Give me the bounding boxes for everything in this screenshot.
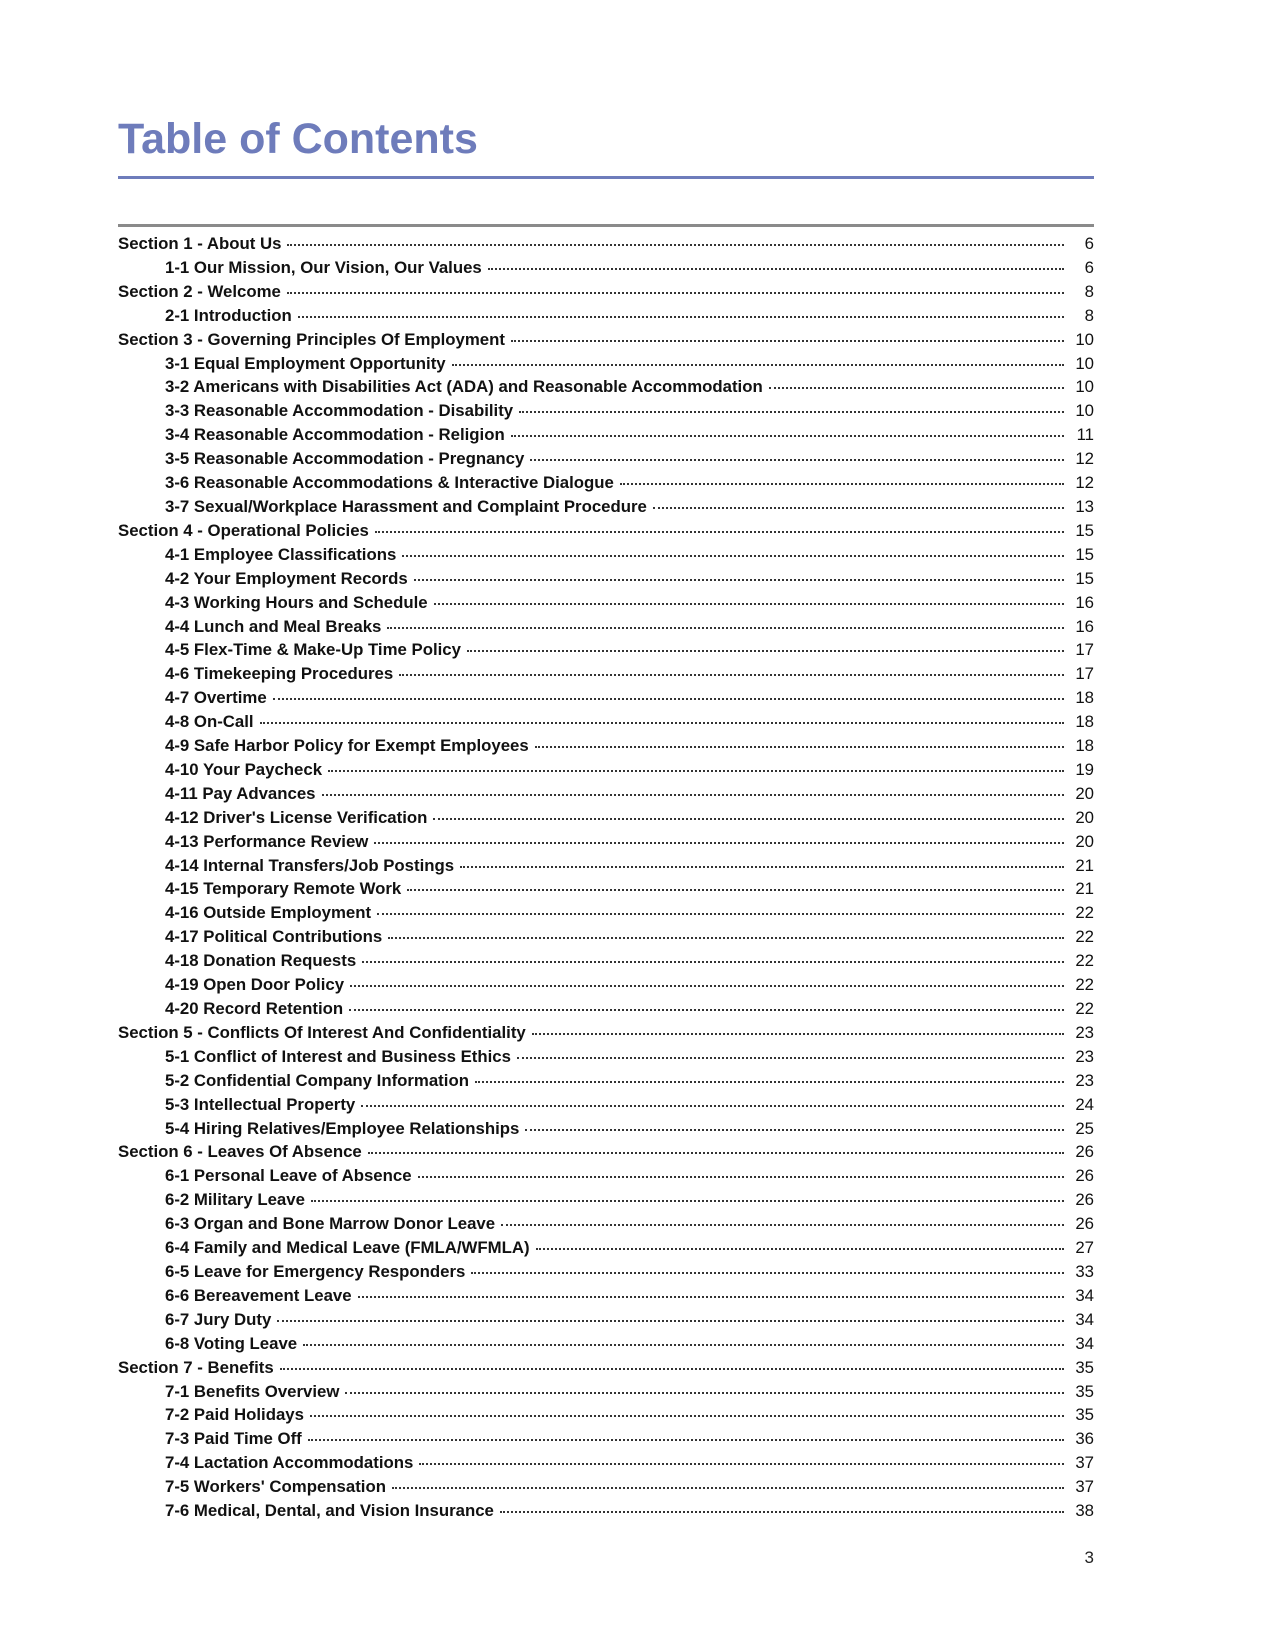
toc-entry-page: 34 — [1075, 1285, 1094, 1305]
toc-dot-leader — [349, 1009, 1064, 1011]
toc-entry-label: 3-3 Reasonable Accommodation - Disability — [165, 401, 514, 421]
toc-entry-label: 7-4 Lactation Accommodations — [165, 1453, 414, 1473]
toc-dot-leader — [471, 1272, 1064, 1274]
toc-entry — [118, 736, 1094, 760]
toc-dot-leader — [350, 985, 1064, 987]
toc-entry — [118, 1095, 1094, 1119]
toc-entry-page: 26 — [1075, 1142, 1094, 1162]
toc-dot-leader — [362, 961, 1064, 963]
toc-entry — [118, 879, 1094, 903]
toc-entry — [118, 927, 1094, 951]
toc-entry — [118, 951, 1094, 975]
toc-entry-label: 4-5 Flex-Time & Make-Up Time Policy — [165, 640, 461, 660]
toc-entry-page: 10 — [1075, 377, 1094, 397]
toc-entry-page: 33 — [1075, 1261, 1094, 1281]
toc-entry-label: 4-12 Driver's License Verification — [165, 807, 428, 827]
toc-entry — [118, 808, 1094, 832]
toc-entry-label: 6-3 Organ and Bone Marrow Donor Leave — [165, 1214, 496, 1234]
toc-dot-leader — [402, 555, 1064, 557]
toc-dot-leader — [620, 483, 1064, 485]
toc-entry-label: 3-5 Reasonable Accommodation - Pregnancy — [165, 449, 525, 469]
toc-entry — [118, 377, 1094, 401]
toc-entry-label: 5-2 Confidential Company Information — [165, 1070, 469, 1090]
toc-entry-page: 17 — [1075, 664, 1094, 684]
toc-entry-page: 26 — [1075, 1214, 1094, 1234]
table-of-contents — [118, 224, 1094, 1525]
toc-entry-page: 15 — [1075, 568, 1094, 588]
toc-entry — [118, 1047, 1094, 1071]
toc-entry — [118, 401, 1094, 425]
toc-entry — [118, 1166, 1094, 1190]
toc-entry-page: 20 — [1075, 831, 1094, 851]
toc-dot-leader — [407, 889, 1064, 891]
toc-dot-leader — [434, 603, 1064, 605]
toc-dot-leader — [535, 746, 1064, 748]
toc-dot-leader — [287, 292, 1064, 294]
toc-dot-leader — [519, 411, 1064, 413]
toc-dot-leader — [530, 459, 1064, 461]
toc-entry — [118, 617, 1094, 641]
toc-entry-page: 21 — [1075, 879, 1094, 899]
toc-entry-page: 20 — [1075, 807, 1094, 827]
toc-dot-leader — [501, 1224, 1064, 1226]
toc-entry-page: 26 — [1075, 1166, 1094, 1186]
toc-entry-label: 4-20 Record Retention — [165, 999, 344, 1018]
toc-entry — [118, 497, 1094, 521]
toc-entry — [118, 1453, 1094, 1477]
toc-entry-page: 23 — [1075, 1022, 1094, 1042]
toc-entry-label: 7-3 Paid Time Off — [165, 1429, 302, 1449]
toc-entry-label: 6-5 Leave for Emergency Responders — [165, 1261, 466, 1281]
toc-dot-leader — [308, 1439, 1064, 1441]
toc-entry-label: Section 2 - Welcome — [118, 281, 281, 301]
toc-entry-page: 37 — [1075, 1477, 1094, 1497]
toc-entry-page: 18 — [1075, 712, 1094, 732]
toc-entry-page: 10 — [1075, 401, 1094, 421]
toc-entry-page: 18 — [1075, 688, 1094, 708]
toc-entry-page: 13 — [1075, 496, 1094, 516]
toc-entry — [118, 832, 1094, 856]
toc-entry — [118, 1214, 1094, 1238]
toc-entry — [118, 473, 1094, 497]
page-content — [118, 0, 1094, 1525]
toc-entry-page: 20 — [1075, 783, 1094, 803]
toc-entry — [118, 593, 1094, 617]
toc-entry-label: 3-4 Reasonable Accommodation - Religion — [165, 425, 505, 445]
toc-entry — [118, 1190, 1094, 1214]
toc-entry-page: 24 — [1075, 1094, 1094, 1114]
toc-entry-page: 18 — [1075, 736, 1094, 756]
toc-entry-page: 35 — [1075, 1405, 1094, 1425]
toc-entry-label: 4-1 Employee Classifications — [165, 544, 397, 564]
toc-dot-leader — [532, 1033, 1064, 1035]
toc-dot-leader — [260, 722, 1064, 724]
toc-entry — [118, 1310, 1094, 1334]
toc-dot-leader — [500, 1511, 1064, 1513]
toc-entry-page: 22 — [1075, 975, 1094, 995]
toc-entry-label: 4-4 Lunch and Meal Breaks — [165, 616, 382, 636]
toc-entry-page: 27 — [1075, 1238, 1094, 1258]
toc-entry-page: 35 — [1075, 1357, 1094, 1377]
toc-entry-label: 6-6 Bereavement Leave — [165, 1285, 352, 1305]
toc-entry-page: 22 — [1075, 951, 1094, 971]
toc-entry — [118, 784, 1094, 808]
toc-dot-leader — [488, 268, 1064, 270]
toc-entry-page: 23 — [1075, 1070, 1094, 1090]
toc-dot-leader — [418, 1176, 1064, 1178]
toc-entry-page: 8 — [1084, 281, 1094, 301]
toc-entry — [118, 999, 1094, 1023]
toc-dot-leader — [358, 1296, 1064, 1298]
toc-entry — [118, 449, 1094, 473]
toc-entry-page: 15 — [1075, 520, 1094, 540]
toc-entry-page: 34 — [1075, 1333, 1094, 1353]
toc-entry-page: 8 — [1084, 305, 1094, 325]
toc-entry-label: 3-7 Sexual/Workplace Harassment and Complaint Procedure — [165, 496, 647, 516]
toc-dot-leader — [388, 937, 1064, 939]
toc-entry-page: 6 — [1084, 234, 1094, 253]
toc-entry-page: 34 — [1075, 1309, 1094, 1329]
toc-dot-leader — [517, 1057, 1064, 1059]
toc-dot-leader — [536, 1248, 1064, 1250]
toc-entry-label: 2-1 Introduction — [165, 305, 292, 325]
toc-entry-label: 4-11 Pay Advances — [165, 783, 316, 803]
toc-dot-leader — [433, 818, 1064, 820]
toc-entry-page: 16 — [1075, 616, 1094, 636]
toc-entry-label: 4-13 Performance Review — [165, 831, 369, 851]
toc-dot-leader — [387, 627, 1064, 629]
toc-entry-label: Section 5 - Conflicts Of Interest And Confidentiality — [118, 1022, 526, 1042]
toc-entry — [118, 1119, 1094, 1143]
toc-entry — [118, 521, 1094, 545]
toc-dot-leader — [287, 244, 1064, 246]
toc-entry — [118, 1023, 1094, 1047]
toc-entry-label: 4-6 Timekeeping Procedures — [165, 664, 394, 684]
toc-entry-label: 5-4 Hiring Relatives/Employee Relationships — [165, 1118, 520, 1138]
toc-entry-label: 1-1 Our Mission, Our Vision, Our Values — [165, 257, 482, 277]
toc-entry — [118, 760, 1094, 784]
toc-entry-label: 4-10 Your Paycheck — [165, 759, 323, 779]
toc-entry-label: 7-6 Medical, Dental, and Vision Insurance — [165, 1501, 494, 1521]
toc-entry-label: Section 4 - Operational Policies — [118, 520, 369, 540]
toc-dot-leader — [769, 387, 1064, 389]
toc-entry-page: 12 — [1075, 473, 1094, 493]
toc-entry-label: 4-15 Temporary Remote Work — [165, 879, 402, 899]
toc-entry-page: 11 — [1076, 425, 1094, 445]
toc-entry — [118, 258, 1094, 282]
toc-entry — [118, 282, 1094, 306]
toc-dot-leader — [277, 1320, 1064, 1322]
toc-entry — [118, 306, 1094, 330]
toc-entry — [118, 330, 1094, 354]
toc-entry-label: 4-8 On-Call — [165, 712, 254, 732]
toc-entry-page: 17 — [1075, 640, 1094, 660]
toc-entry — [118, 1358, 1094, 1382]
toc-entry — [118, 545, 1094, 569]
toc-entry — [118, 1286, 1094, 1310]
toc-entry-page: 21 — [1075, 855, 1094, 875]
toc-dot-leader — [525, 1129, 1064, 1131]
toc-entry — [118, 1429, 1094, 1453]
toc-entry-page: 22 — [1075, 999, 1094, 1018]
toc-entry-page: 35 — [1075, 1381, 1094, 1401]
toc-dot-leader — [460, 866, 1064, 868]
toc-entry-label: 7-2 Paid Holidays — [165, 1405, 304, 1425]
toc-dot-leader — [361, 1105, 1064, 1107]
toc-dot-leader — [399, 674, 1064, 676]
toc-dot-leader — [345, 1392, 1064, 1394]
toc-dot-leader — [452, 364, 1064, 366]
toc-entry-label: Section 3 - Governing Principles Of Employment — [118, 329, 505, 349]
toc-entry-label: 5-3 Intellectual Property — [165, 1094, 356, 1114]
toc-dot-leader — [303, 1344, 1064, 1346]
toc-entry — [118, 712, 1094, 736]
toc-entry-label: 4-18 Donation Requests — [165, 951, 357, 971]
toc-entry — [118, 234, 1094, 258]
toc-entry — [118, 1334, 1094, 1358]
toc-entry-label: 6-4 Family and Medical Leave (FMLA/WFMLA) — [165, 1238, 530, 1258]
toc-entry — [118, 1238, 1094, 1262]
toc-dot-leader — [328, 770, 1064, 772]
toc-entry-page: 10 — [1075, 353, 1094, 373]
toc-entry — [118, 1405, 1094, 1429]
toc-entry-label: 4-2 Your Employment Records — [165, 568, 408, 588]
toc-entry-page: 15 — [1075, 544, 1094, 564]
toc-dot-leader — [392, 1487, 1064, 1489]
toc-entry-label: 7-5 Workers' Compensation — [165, 1477, 386, 1497]
toc-entry-label: 4-7 Overtime — [165, 688, 267, 708]
toc-dot-leader — [273, 698, 1064, 700]
toc-entry — [118, 1501, 1094, 1525]
toc-dot-leader — [375, 531, 1064, 533]
toc-entry-label: 6-7 Jury Duty — [165, 1309, 272, 1329]
toc-entry-page: 6 — [1084, 257, 1094, 277]
page-title: Table of Contents — [118, 0, 1094, 179]
toc-entry-page: 25 — [1075, 1118, 1094, 1138]
toc-entry — [118, 425, 1094, 449]
toc-entry-label: 4-19 Open Door Policy — [165, 975, 345, 995]
toc-dot-leader — [311, 1200, 1064, 1202]
toc-entry-label: Section 1 - About Us — [118, 234, 282, 253]
toc-entry-label: 5-1 Conflict of Interest and Business Ethics — [165, 1046, 511, 1066]
toc-entry-page: 19 — [1075, 759, 1094, 779]
toc-dot-leader — [414, 579, 1064, 581]
toc-entry-page: 37 — [1075, 1453, 1094, 1473]
toc-entry-page: 38 — [1075, 1501, 1094, 1521]
toc-dot-leader — [280, 1368, 1064, 1370]
toc-entry — [118, 1262, 1094, 1286]
toc-entry-label: 4-3 Working Hours and Schedule — [165, 592, 428, 612]
page-number: 3 — [1084, 1548, 1094, 1567]
toc-entry — [118, 354, 1094, 378]
toc-dot-leader — [511, 340, 1064, 342]
toc-entry-page: 36 — [1075, 1429, 1094, 1449]
toc-entry-label: 4-9 Safe Harbor Policy for Exempt Employees — [165, 736, 529, 756]
toc-entry — [118, 664, 1094, 688]
toc-dot-leader — [374, 842, 1064, 844]
toc-entry-label: 3-1 Equal Employment Opportunity — [165, 353, 446, 373]
toc-entry-page: 22 — [1075, 903, 1094, 923]
toc-entry-label: 7-1 Benefits Overview — [165, 1381, 340, 1401]
toc-entry — [118, 1071, 1094, 1095]
toc-entry — [118, 1382, 1094, 1406]
toc-dot-leader — [467, 650, 1064, 652]
toc-entry — [118, 640, 1094, 664]
toc-dot-leader — [298, 316, 1064, 318]
toc-entry-label: 3-6 Reasonable Accommodations & Interactive Dialogue — [165, 473, 614, 493]
toc-dot-leader — [368, 1152, 1064, 1154]
toc-dot-leader — [475, 1081, 1064, 1083]
toc-entry-page: 26 — [1075, 1190, 1094, 1210]
toc-dot-leader — [511, 435, 1064, 437]
toc-entry-label: 4-17 Political Contributions — [165, 927, 383, 947]
toc-dot-leader — [653, 507, 1064, 509]
toc-dot-leader — [322, 794, 1064, 796]
toc-entry-label: Section 7 - Benefits — [118, 1357, 274, 1377]
toc-entry — [118, 688, 1094, 712]
toc-entry-page: 23 — [1075, 1046, 1094, 1066]
toc-entry — [118, 856, 1094, 880]
toc-entry-label: Section 6 - Leaves Of Absence — [118, 1142, 362, 1162]
toc-entry-label: 6-8 Voting Leave — [165, 1333, 298, 1353]
toc-entry-label: 4-14 Internal Transfers/Job Postings — [165, 855, 455, 875]
toc-dot-leader — [377, 913, 1064, 915]
toc-entry-label: 6-2 Military Leave — [165, 1190, 305, 1210]
toc-entry-page: 10 — [1075, 329, 1094, 349]
toc-entry — [118, 1477, 1094, 1501]
toc-dot-leader — [419, 1463, 1064, 1465]
toc-entry-label: 6-1 Personal Leave of Absence — [165, 1166, 412, 1186]
toc-entry-page: 16 — [1075, 592, 1094, 612]
toc-entry-label: 3-2 Americans with Disabilities Act (ADA) and Reasonable Accommodation — [165, 377, 763, 397]
toc-entry — [118, 975, 1094, 999]
toc-entry — [118, 1142, 1094, 1166]
toc-entry-page: 22 — [1075, 927, 1094, 947]
toc-entry — [118, 903, 1094, 927]
toc-entry-label: 4-16 Outside Employment — [165, 903, 372, 923]
toc-dot-leader — [310, 1415, 1064, 1417]
toc-entry-page: 12 — [1075, 449, 1094, 469]
toc-entry — [118, 569, 1094, 593]
